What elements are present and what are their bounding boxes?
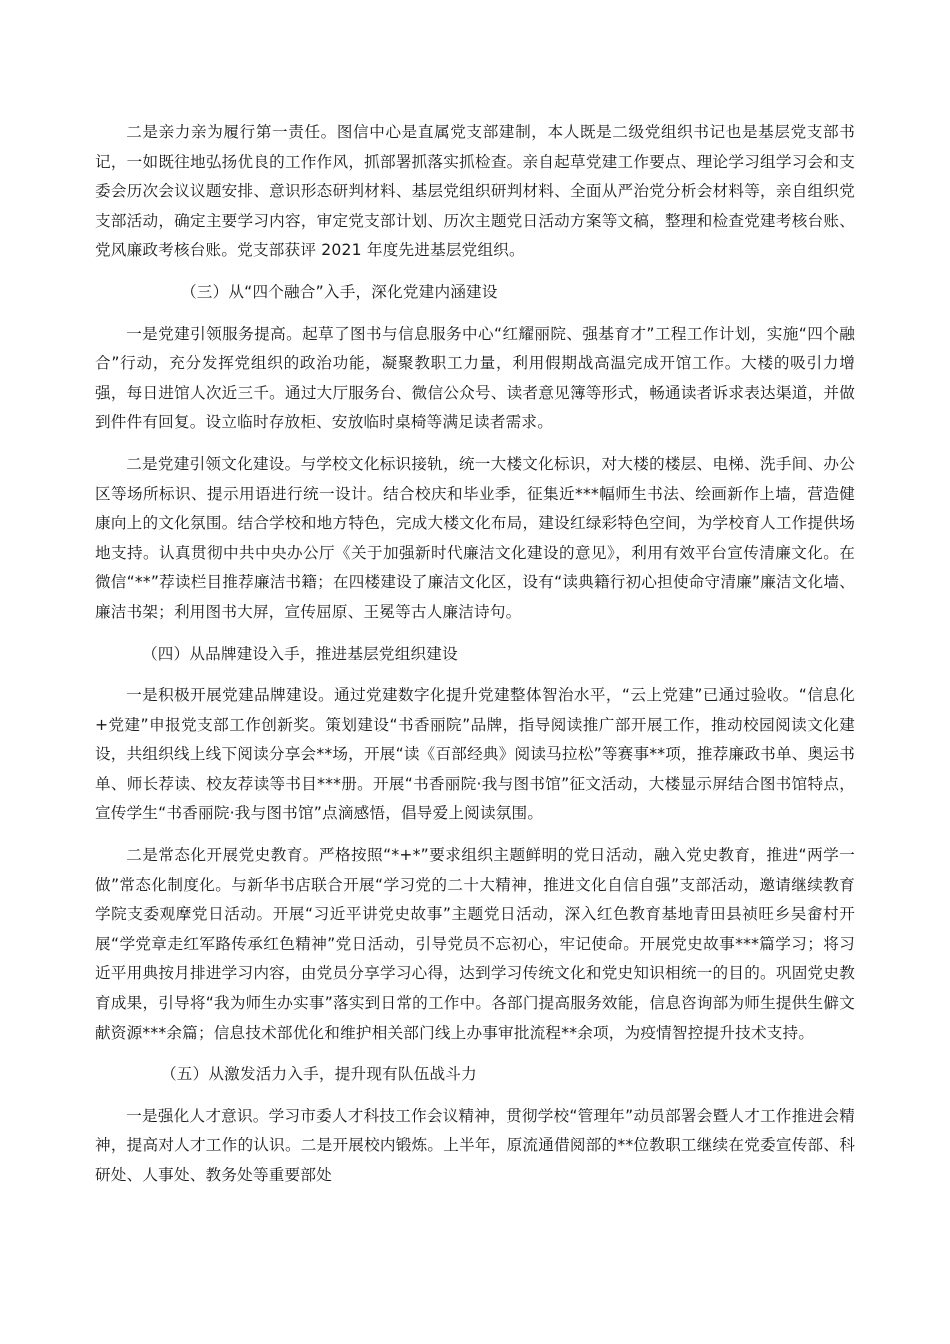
paragraph-talent: 一是强化人才意识。学习市委人才科技工作会议精神，贯彻学校“管理年”动员部署会暨人才工作推进会精神，提高对人才工作的认识。二是开展校内锻炼。上半年，原流通借阅部的**位教职工继续在党委宣传部、科研处、人事处、教务处等重要部处	[95, 1106, 855, 1184]
document-page	[95, 118, 855, 1203]
section-heading-4: （四）从品牌建设入手，推进基层党组织建设	[142, 644, 458, 663]
paragraph-duty: 二是亲力亲为履行第一责任。图信中心是直属党支部建制，本人既是二级党组织书记也是基层党支部书记，一如既往地弘扬优良的工作作风，抓部署抓落实抓检查。亲自起草党建工作要点、理论学习组学习会和支委会历次会议议题安排、意识形态研判材料、基层党组织研判材料、全面从严治党分析会材料等，亲自组织党支部活动，确定主要学习内容，审定党支部计划、历次主题党日活动方案等文稿，整理和检查党建考核台账、党风廉政考核台账。党支部获评 2021 年度先进基层党组织。	[95, 123, 855, 260]
paragraph-culture: 二是党建引领文化建设。与学校文化标识接轨，统一大楼文化标识，对大楼的楼层、电梯、洗手间、办公区等场所标识、提示用语进行统一设计。结合校庆和毕业季，征集近***幅师生书法、绘画新作上墙，营造健康向上的文化氛围。结合学校和地方特色，完成大楼文化布局，建设红绿彩特色空间，为学校育人工作提供场地支持。认真贯彻中共中央办公厅《关于加强新时代廉洁文化建设的意见》，利用有效平台宣传清廉文化。在微信“**”荐读栏目推荐廉洁书籍；在四楼建设了廉洁文化区，设有“读典籍行初心担使命守清廉”廉洁文化墙、廉洁书架；利用图书大屏，宣传屈原、王冕等古人廉洁诗句。	[95, 454, 855, 621]
section-heading-5: （五）从激发活力入手，提升现有队伍战斗力	[161, 1065, 477, 1084]
paragraph-service: 一是党建引领服务提高。起草了图书与信息服务中心“红耀丽院、强基育才”工程工作计划，实施“四个融合”行动，充分发挥党组织的政治功能，凝聚教职工力量，利用假期战高温完成开馆工作。大楼的吸引力增强，每日进馆人次近三千。通过大厅服务台、微信公众号、读者意见簿等形式，畅通读者诉求表达渠道，并做到件件有回复。设立临时存放柜、安放临时桌椅等满足读者需求。	[95, 324, 855, 432]
paragraph-history: 二是常态化开展党史教育。严格按照“*+*”要求组织主题鲜明的党日活动，融入党史教育，推进“两学一做”常态化制度化。与新华书店联合开展“学习党的二十大精神，推进文化自信自强”支部活动，邀请继续教育学院支委观摩党日活动。开展“习近平讲党史故事”主题党日活动，深入红色教育基地青田县祯旺乡吴畲村开展“学党章走红军路传承红色精神”党日活动，引导党员不忘初心，牢记使命。开展党史故事***篇学习；将习近平用典按月排进学习内容，由党员分享学习心得，达到学习传统文化和党史知识相统一的目的。巩固党史教育成果，引导将“我为师生办实事”落实到日常的工作中。各部门提高服务效能，信息咨询部为师生提供生僻文献资源***余篇；信息技术部优化和维护相关部门线上办事审批流程**余项，为疫情智控提升技术支持。	[95, 846, 855, 1042]
section-heading-3: （三）从“四个融合”入手，深化党建内涵建设	[181, 282, 498, 301]
paragraph-brand: 一是积极开展党建品牌建设。通过党建数字化提升党建整体智治水平，“云上党建”已通过验收。“信息化+党建”申报党支部工作创新奖。策划建设“书香丽院”品牌，指导阅读推广部开展工作，推动校园阅读文化建设，共组织线上线下阅读分享会**场，开展“读《百部经典》阅读马拉松”等赛事**项，推荐廉政书单、奥运书单、师长荐读、校友荐读等书目***册。开展“书香丽院·我与图书馆”征文活动，大楼显示屏结合图书馆特点，宣传学生“书香丽院·我与图书馆”点滴感悟，倡导爱上阅读氛围。	[95, 686, 855, 823]
